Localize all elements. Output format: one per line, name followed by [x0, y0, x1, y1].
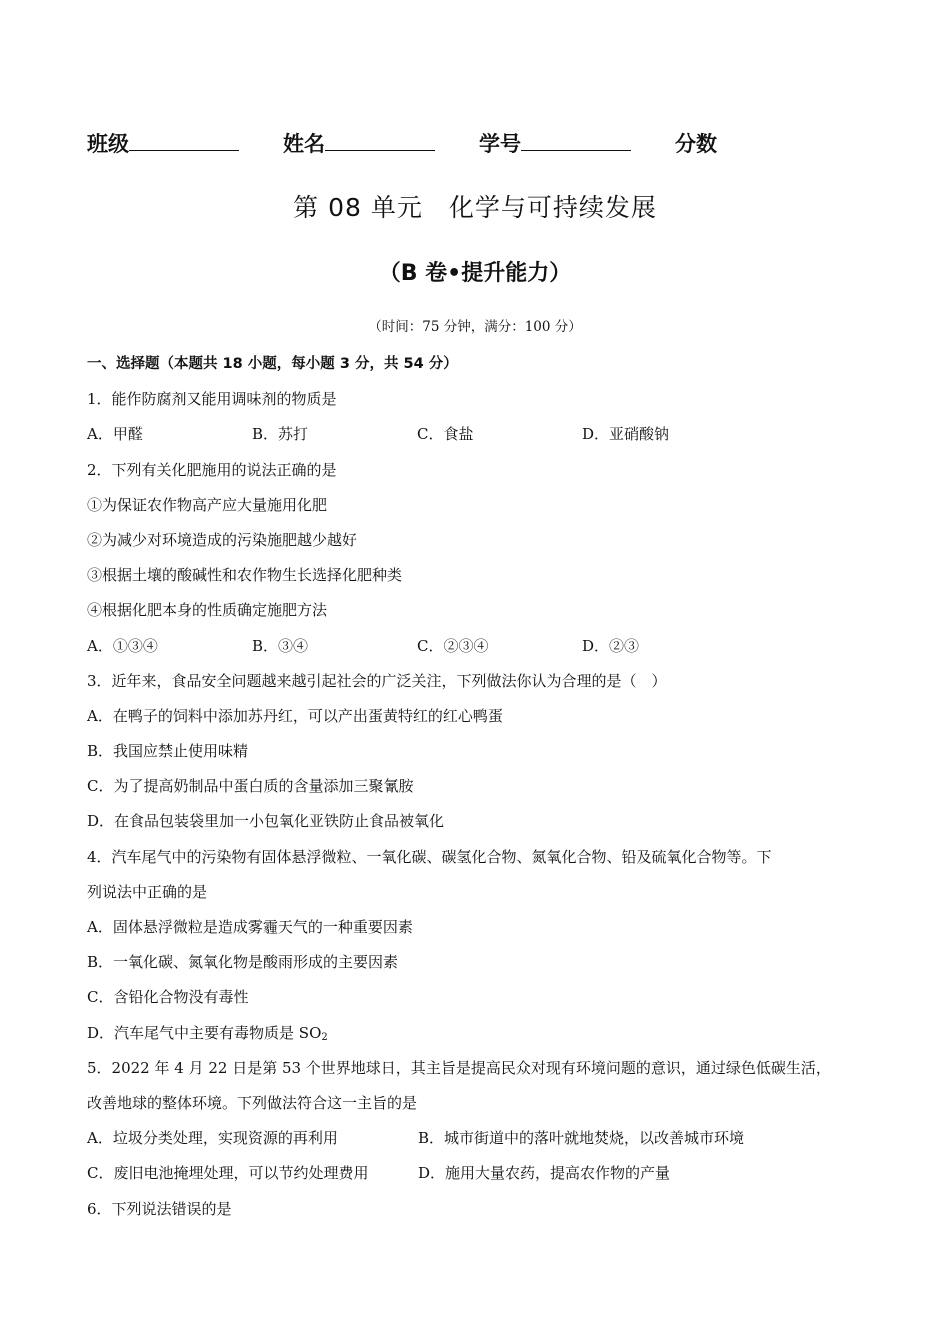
name-blank — [325, 132, 435, 151]
id-blank — [521, 132, 631, 151]
question-5-stem-line-2: 改善地球的整体环境。下列做法符合这一主旨的是 — [87, 1093, 418, 1112]
q2-option-d: D．②③ — [582, 636, 640, 655]
q4-option-d-subscript: 2 — [321, 1031, 328, 1043]
id-label: 学号 — [479, 132, 521, 156]
q5-option-a: A．垃圾分类处理，实现资源的再利用 — [87, 1129, 338, 1148]
q4-option-a: A．固体悬浮微粒是造成雾霾天气的一种重要因素 — [87, 918, 413, 936]
q4-option-b: B．一氧化碳、氮氧化物是酸雨形成的主要因素 — [87, 953, 399, 972]
q2-item-4: ④根据化肥本身的性质确定施肥方法 — [87, 601, 328, 620]
q4-option-c: C．含铅化合物没有毒性 — [87, 988, 249, 1007]
question-1-stem: 1．能作防腐剂又能用调味剂的物质是 — [87, 390, 337, 409]
q5-option-c: C．废旧电池掩埋处理，可以节约处理费用 — [87, 1164, 369, 1183]
q1-option-b: B．苏打 — [252, 425, 309, 444]
score-label: 分数 — [675, 132, 717, 156]
question-4-stem-line-1: 4．汽车尾气中的污染物有固体悬浮微粒、一氧化碳、碳氢化合物、氮氧化合物、铅及硫氧化合物等。下 — [87, 847, 772, 866]
q3-option-b: B．我国应禁止使用味精 — [87, 742, 249, 761]
q4-option-d-text: D．汽车尾气中主要有毒物质是 SO — [87, 1023, 322, 1042]
q1-option-d: D．亚硝酸钠 — [582, 425, 670, 444]
question-4-stem-line-2: 列说法中正确的是 — [87, 882, 208, 901]
class-blank — [129, 132, 239, 151]
student-info-line — [87, 128, 717, 158]
q5-option-b: B．城市街道中的落叶就地焚烧，以改善城市环境 — [418, 1129, 745, 1148]
question-2-options — [87, 629, 887, 664]
q2-option-c: C．②③④ — [417, 636, 489, 655]
question-2-stem: 2．下列有关化肥施用的说法正确的是 — [87, 460, 337, 479]
question-3-stem: 3．近年来，食品安全问题越来越引起社会的广泛关注，下列做法你认为合理的是（ ） — [87, 671, 667, 690]
question-1-options — [87, 417, 887, 452]
question-5-options-row-2 — [87, 1156, 887, 1191]
page-title: 第 08 单元 化学与可持续发展 — [293, 193, 657, 222]
q1-option-a: A．甲醛 — [87, 425, 143, 444]
question-5-stem-line-1: 5．2022 年 4 月 22 日是第 53 个世界地球日，其主旨是提高民众对现有环境问题的意识，通过绿色低碳生活， — [87, 1058, 831, 1077]
time-info: （时间：75 分钟，满分：100 分） — [368, 319, 582, 335]
section-heading: 一、选择题（本题共 18 小题，每小题 3 分，共 54 分） — [87, 356, 458, 372]
q3-option-c: C．为了提高奶制品中蛋白质的含量添加三聚氰胺 — [87, 777, 414, 796]
question-list — [87, 347, 887, 1227]
q2-item-3: ③根据土壤的酸碱性和农作物生长选择化肥种类 — [87, 566, 403, 585]
q2-item-2: ②为减少对环境造成的污染施肥越少越好 — [87, 530, 358, 549]
question-5-options-row-1 — [87, 1121, 887, 1156]
q5-option-d: D．施用大量农药，提高农作物的产量 — [418, 1164, 671, 1183]
q2-option-b: B．③④ — [252, 636, 309, 655]
q3-option-a: A．在鸭子的饲料中添加苏丹红，可以产出蛋黄特红的红心鸭蛋 — [87, 706, 503, 725]
page-subtitle: （B 卷•提升能力） — [378, 261, 572, 286]
q1-option-c: C．食盐 — [417, 425, 474, 444]
q2-option-a: A．①③④ — [87, 636, 158, 655]
q3-option-d: D．在食品包装袋里加一小包氧化亚铁防止食品被氧化 — [87, 812, 445, 831]
q4-option-d — [87, 1016, 887, 1051]
class-label: 班级 — [87, 132, 129, 156]
q2-item-1: ①为保证农作物高产应大量施用化肥 — [87, 495, 328, 514]
name-label: 姓名 — [283, 132, 325, 156]
question-6-stem: 6．下列说法错误的是 — [87, 1199, 232, 1218]
